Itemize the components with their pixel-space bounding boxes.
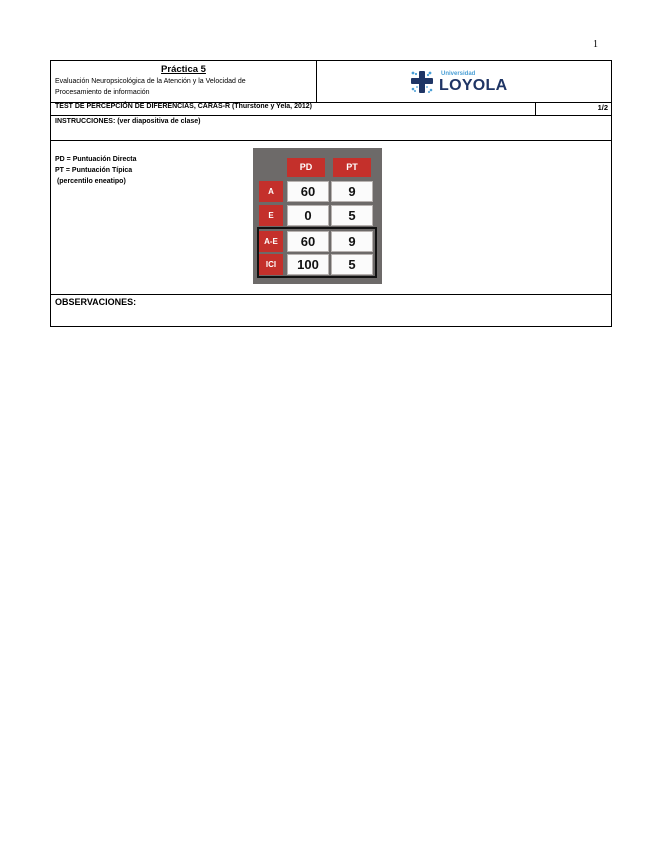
university-logo <box>409 68 519 96</box>
row-label-a: A <box>259 181 283 202</box>
cell-a-pd: 60 <box>287 181 329 202</box>
cell-a-pt: 9 <box>331 181 373 202</box>
score-table-photo <box>253 148 382 284</box>
cell-e-pd: 0 <box>287 205 329 226</box>
test-label: TEST DE PERCEPCIÓN DE DIFERENCIAS, CARAS-R (Thurstone y Yela, 2012) <box>55 103 312 110</box>
practice-subtitle-line1: Evaluación Neuropsicológica de la Atención y la Velocidad de <box>55 78 246 85</box>
cell-ici-pt: 5 <box>331 254 373 275</box>
title-cell <box>51 61 317 102</box>
column-header-pt: PT <box>333 158 371 177</box>
test-row <box>51 102 611 116</box>
practice-title: Práctica 5 <box>161 64 206 75</box>
legend-percentile: (percentilo eneatipo) <box>55 178 126 185</box>
cell-ici-pd: 100 <box>287 254 329 275</box>
page-number: 1 <box>593 39 598 50</box>
header-row <box>51 61 611 103</box>
test-page-indicator: 1/2 <box>535 102 611 115</box>
instructions-row <box>51 116 611 141</box>
legend-pd: PD = Puntuación Directa <box>55 156 137 163</box>
cell-e-pt: 5 <box>331 205 373 226</box>
cross-logo-icon <box>409 69 435 95</box>
observations-row <box>51 295 611 326</box>
row-label-e: E <box>259 205 283 226</box>
content-row <box>51 141 611 295</box>
logo-cell <box>317 61 611 102</box>
column-header-pd: PD <box>287 158 325 177</box>
cell-a-e-pt: 9 <box>331 231 373 252</box>
row-label-a-e: A-E <box>259 231 283 252</box>
practice-subtitle-line2: Procesamiento de información <box>55 89 150 96</box>
cell-a-e-pd: 60 <box>287 231 329 252</box>
row-label-ici: ICI <box>259 254 283 275</box>
score-legend <box>55 154 137 187</box>
practice-sheet <box>50 60 612 327</box>
instructions-text: INSTRUCCIONES: (ver diapositiva de clase) <box>55 118 201 125</box>
observations-label: OBSERVACIONES: <box>55 297 137 307</box>
logo-university-text: Universidad <box>441 71 476 77</box>
legend-pt: PT = Puntuación Típica <box>55 167 133 174</box>
logo-name-text: LOYOLA <box>439 77 508 94</box>
composite-scores-box <box>257 227 377 278</box>
